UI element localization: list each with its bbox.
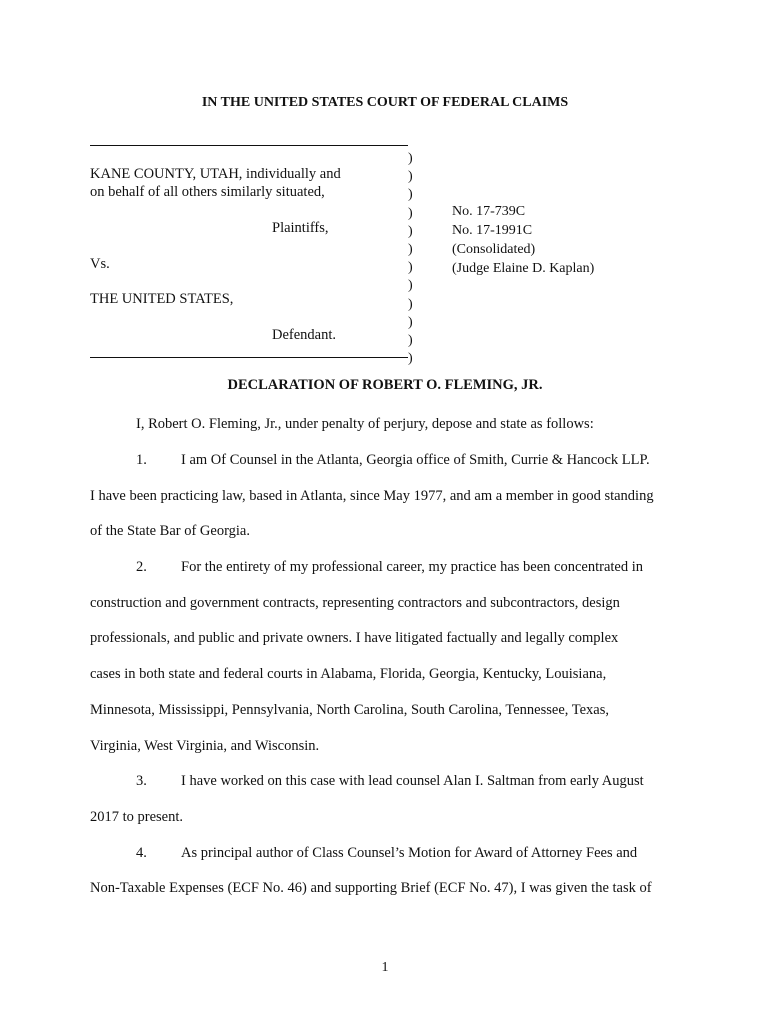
paragraph-first-line: As principal author of Class Counsel’s Motion for Award of Attorney Fees and (181, 845, 638, 861)
plaintiff-line-1: KANE COUNTY, UTAH, individually and (90, 166, 341, 182)
caption-paren: ) (408, 278, 413, 294)
caption-paren: ) (408, 187, 413, 203)
defendant-label: Defendant. (272, 327, 337, 343)
page-number: 1 (381, 960, 389, 975)
paragraph-line: Minnesota, Mississippi, Pennsylvania, North Carolina, South Carolina, Tennessee, Texas, (90, 702, 609, 718)
caption-paren: ) (408, 205, 413, 221)
caption-paren: ) (408, 260, 413, 276)
case-consolidated: (Consolidated) (452, 242, 536, 257)
caption-paren: ) (408, 223, 413, 239)
paragraph-number: 2. (136, 559, 147, 575)
declaration-intro: I, Robert O. Fleming, Jr., under penalty of perjury, depose and state as follows: (136, 416, 594, 432)
caption-paren: ) (408, 296, 413, 312)
case-number: No. 17-739C (452, 204, 526, 219)
paragraph-number: 4. (136, 845, 147, 861)
plaintiffs-label: Plaintiffs, (272, 220, 329, 236)
paragraph-number: 3. (136, 773, 147, 789)
versus-label: Vs. (90, 256, 110, 272)
paragraph-number: 1. (136, 452, 147, 468)
caption-paren: ) (408, 169, 413, 185)
caption-paren: ) (408, 332, 413, 348)
plaintiff-line-2: on behalf of all others similarly situated, (90, 184, 325, 200)
caption-parenthesis-column (408, 150, 418, 368)
paragraph-line: construction and government contracts, representing contractors and subcontractors, design (90, 595, 620, 611)
case-number: No. 17-1991C (452, 223, 533, 238)
paragraph-line: Virginia, West Virginia, and Wisconsin. (90, 738, 320, 754)
declaration-title: DECLARATION OF ROBERT O. FLEMING, JR. (227, 377, 543, 393)
caption-paren: ) (408, 351, 413, 367)
paragraph-line: professionals, and public and private owners. I have litigated factually and legally complex (90, 630, 619, 646)
caption-paren: ) (408, 151, 413, 166)
caption-top-rule (90, 145, 408, 146)
paragraph-first-line: I am Of Counsel in the Atlanta, Georgia office of Smith, Currie & Hancock LLP. (181, 452, 650, 468)
paragraph-line: cases in both state and federal courts in Alabama, Florida, Georgia, Kentucky, Louisiana, (90, 666, 607, 682)
caption-paren: ) (408, 241, 413, 257)
case-judge: (Judge Elaine D. Kaplan) (452, 261, 595, 276)
paragraph-line: Non-Taxable Expenses (ECF No. 46) and supporting Brief (ECF No. 47), I was given the task of (90, 880, 652, 896)
caption-bottom-rule (90, 357, 408, 358)
paragraph-first-line: I have worked on this case with lead counsel Alan I. Saltman from early August (181, 773, 644, 789)
case-number-block (452, 202, 594, 278)
paragraph-line: I have been practicing law, based in Atlanta, since May 1977, and am a member in good standing (90, 488, 654, 504)
paragraph-first-line: For the entirety of my professional career, my practice has been concentrated in (181, 559, 644, 575)
defendant-name: THE UNITED STATES, (90, 291, 234, 307)
paragraph-line: of the State Bar of Georgia. (90, 523, 250, 539)
paragraph-line: 2017 to present. (90, 809, 184, 825)
caption-paren: ) (408, 314, 413, 330)
court-title: IN THE UNITED STATES COURT OF FEDERAL CLAIMS (201, 95, 569, 110)
